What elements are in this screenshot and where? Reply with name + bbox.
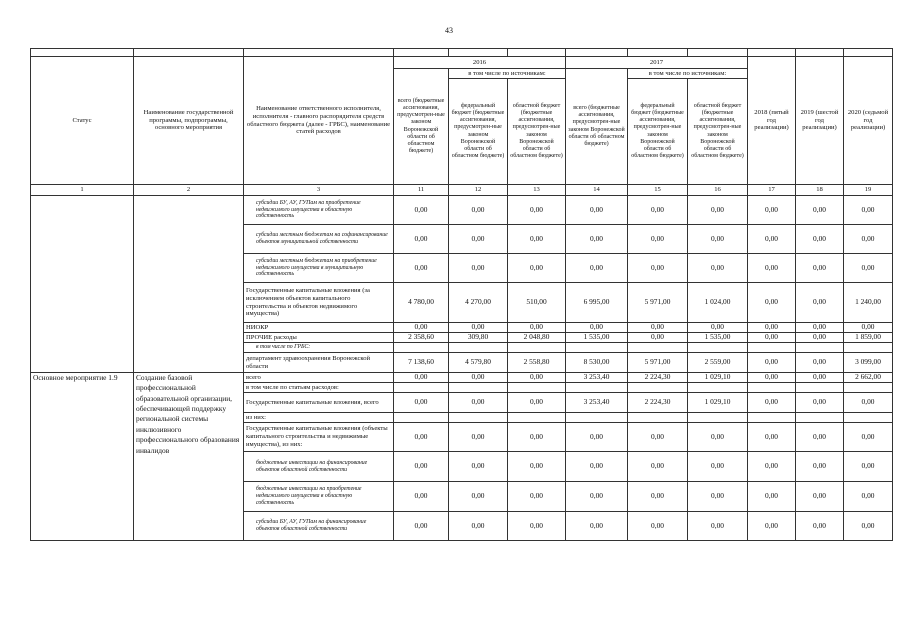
value-cell: 0,00 <box>508 452 566 482</box>
value-cell <box>688 383 748 393</box>
page-number: 43 <box>445 26 453 35</box>
header-2019: 2019 (шестой год реализации) <box>796 57 844 185</box>
value-cell <box>628 343 688 353</box>
value-cell: 0,00 <box>688 482 748 512</box>
value-cell: 0,00 <box>748 254 796 283</box>
value-cell: 0,00 <box>796 452 844 482</box>
row-label: бюджетные инвестиции на приобретение недвижимого имущества в областную собственность <box>244 482 394 512</box>
value-cell: 0,00 <box>449 393 508 413</box>
header-spacer-row <box>31 49 893 57</box>
value-cell: 1 859,00 <box>844 333 893 343</box>
value-cell: 0,00 <box>449 373 508 383</box>
value-cell: 0,00 <box>628 482 688 512</box>
value-cell: 510,00 <box>508 283 566 323</box>
table-row <box>31 373 893 383</box>
header-executor: Наименование ответственного исполнителя, исполнителя - главного распорядителя средств областного бюджета (далее - ГРБС), наименование статей расходов <box>244 57 394 185</box>
value-cell: 0,00 <box>844 423 893 452</box>
header-year-2017: 2017 <box>566 57 748 69</box>
row-label: Государственные капитальные вложения, всего <box>244 393 394 413</box>
value-cell: 2 224,30 <box>628 373 688 383</box>
column-number: 16 <box>688 185 748 196</box>
header-2016-regional: областной бюджет (бюджетные ассигнования, предусмотрен-ные законом Воронежской области об областном бюджете) <box>508 79 566 185</box>
column-number: 11 <box>394 185 449 196</box>
value-cell <box>394 343 449 353</box>
value-cell: 0,00 <box>508 373 566 383</box>
value-cell: 0,00 <box>394 393 449 413</box>
value-cell: 0,00 <box>449 225 508 254</box>
value-cell: 0,00 <box>628 225 688 254</box>
value-cell: 1 240,00 <box>844 283 893 323</box>
value-cell: 5 971,00 <box>628 283 688 323</box>
value-cell <box>748 383 796 393</box>
value-cell: 0,00 <box>449 254 508 283</box>
value-cell: 0,00 <box>628 254 688 283</box>
status-cell-empty <box>31 196 134 373</box>
value-cell: 0,00 <box>748 452 796 482</box>
column-number: 19 <box>844 185 893 196</box>
column-number: 1 <box>31 185 134 196</box>
value-cell: 0,00 <box>688 512 748 541</box>
value-cell: 2 224,30 <box>628 393 688 413</box>
value-cell: 0,00 <box>796 482 844 512</box>
header-year-2016: 2016 <box>394 57 566 69</box>
main-activity-status: Основное мероприятие 1.9 <box>31 373 134 541</box>
value-cell: 0,00 <box>394 452 449 482</box>
value-cell: 0,00 <box>844 225 893 254</box>
value-cell: 0,00 <box>394 225 449 254</box>
value-cell: 0,00 <box>508 482 566 512</box>
value-cell: 0,00 <box>748 333 796 343</box>
header-2020: 2020 (седьмой год реализации) <box>844 57 893 185</box>
row-label: в том числе по статьям расходов: <box>244 383 394 393</box>
header-2017-total: всего (бюджетные ассигнования, предусмотрен-ные законом Воронежской области об областном бюджете) <box>566 69 628 185</box>
value-cell: 0,00 <box>449 423 508 452</box>
column-number: 13 <box>508 185 566 196</box>
value-cell <box>796 383 844 393</box>
value-cell <box>449 383 508 393</box>
value-cell: 0,00 <box>796 254 844 283</box>
value-cell: 1 029,10 <box>688 373 748 383</box>
row-label: НИОКР <box>244 323 394 333</box>
value-cell <box>566 413 628 423</box>
value-cell: 0,00 <box>688 423 748 452</box>
value-cell: 0,00 <box>566 482 628 512</box>
value-cell: 0,00 <box>844 196 893 225</box>
value-cell: 0,00 <box>748 373 796 383</box>
value-cell: 2 559,00 <box>688 353 748 373</box>
value-cell: 0,00 <box>394 373 449 383</box>
value-cell: 1 024,00 <box>688 283 748 323</box>
row-label: ПРОЧИЕ расходы <box>244 333 394 343</box>
value-cell: 0,00 <box>508 196 566 225</box>
row-label: департамент здравоохранения Воронежской области <box>244 353 394 373</box>
value-cell: 0,00 <box>796 333 844 343</box>
value-cell: 0,00 <box>394 254 449 283</box>
value-cell: 4 270,00 <box>449 283 508 323</box>
value-cell: 0,00 <box>566 512 628 541</box>
value-cell: 0,00 <box>628 333 688 343</box>
value-cell: 0,00 <box>796 283 844 323</box>
row-label: субсидии БУ, АУ, ГУПам на приобретение недвижимого имущества в областную собственность <box>244 196 394 225</box>
value-cell: 0,00 <box>508 393 566 413</box>
row-label: в том числе по ГРБС: <box>244 343 394 353</box>
value-cell: 0,00 <box>394 423 449 452</box>
value-cell: 0,00 <box>796 225 844 254</box>
value-cell: 3 253,40 <box>566 393 628 413</box>
value-cell: 0,00 <box>566 323 628 333</box>
value-cell: 0,00 <box>449 482 508 512</box>
value-cell: 4 780,00 <box>394 283 449 323</box>
value-cell: 0,00 <box>566 254 628 283</box>
value-cell: 0,00 <box>796 423 844 452</box>
program-cell-empty <box>134 196 244 373</box>
value-cell: 0,00 <box>394 323 449 333</box>
value-cell: 0,00 <box>748 225 796 254</box>
value-cell: 3 099,00 <box>844 353 893 373</box>
value-cell: 0,00 <box>796 353 844 373</box>
header-2018: 2018 (пятый год реализации) <box>748 57 796 185</box>
table-row <box>31 196 893 225</box>
value-cell: 0,00 <box>628 423 688 452</box>
value-cell <box>628 413 688 423</box>
column-number: 18 <box>796 185 844 196</box>
value-cell: 0,00 <box>628 512 688 541</box>
value-cell: 0,00 <box>748 353 796 373</box>
header-program-name: Наименование государственной программы, подпрограммы, основного мероприятия <box>134 57 244 185</box>
value-cell <box>844 343 893 353</box>
value-cell: 2 662,00 <box>844 373 893 383</box>
value-cell: 0,00 <box>748 512 796 541</box>
value-cell <box>566 343 628 353</box>
header-2016-sources: в том числе по источникам: <box>449 69 566 79</box>
value-cell: 3 253,40 <box>566 373 628 383</box>
header-2016-total: всего (бюджетные ассигнования, предусмотрен-ные законом Воронежской области об областном бюджете) <box>394 69 449 185</box>
value-cell <box>449 413 508 423</box>
value-cell <box>796 343 844 353</box>
value-cell: 0,00 <box>688 452 748 482</box>
value-cell: 0,00 <box>449 452 508 482</box>
value-cell: 0,00 <box>748 423 796 452</box>
value-cell <box>628 383 688 393</box>
value-cell: 0,00 <box>449 323 508 333</box>
value-cell <box>508 413 566 423</box>
value-cell: 0,00 <box>748 482 796 512</box>
value-cell: 0,00 <box>508 423 566 452</box>
value-cell: 0,00 <box>449 196 508 225</box>
value-cell <box>796 413 844 423</box>
value-cell: 0,00 <box>394 482 449 512</box>
value-cell: 0,00 <box>566 196 628 225</box>
row-label: бюджетные инвестиции на финансирование объектов областной собственности <box>244 452 394 482</box>
row-label: Государственные капитальные вложения (за исключением объектов капитального строительства и объектов недвижимого имущества) <box>244 283 394 323</box>
value-cell: 8 530,00 <box>566 353 628 373</box>
column-number: 3 <box>244 185 394 196</box>
value-cell <box>449 343 508 353</box>
value-cell <box>394 383 449 393</box>
value-cell <box>508 383 566 393</box>
value-cell: 0,00 <box>628 452 688 482</box>
value-cell: 1 535,00 <box>566 333 628 343</box>
value-cell: 0,00 <box>394 512 449 541</box>
value-cell <box>748 413 796 423</box>
value-cell <box>688 343 748 353</box>
value-cell: 0,00 <box>508 323 566 333</box>
row-label: субсидии БУ, АУ, ГУПам на финансирование объектов областной собственности <box>244 512 394 541</box>
value-cell: 2 358,60 <box>394 333 449 343</box>
row-label: субсидии местным бюджетам на софинансирование объектов муниципальной собственности <box>244 225 394 254</box>
value-cell: 0,00 <box>844 482 893 512</box>
column-number: 12 <box>449 185 508 196</box>
header-status: Статус <box>31 57 134 185</box>
main-activity-name: Создание базовой профессиональной образовательной организации, обеспечивающей поддержку региональной системы инклюзивного профессионального образования инвалидов <box>134 373 244 541</box>
value-cell <box>844 413 893 423</box>
row-label: субсидии местным бюджетам на приобретение недвижимого имущества в муниципальную собственность <box>244 254 394 283</box>
row-label: Государственные капитальные вложения (объекты капитального строительства и недвижимые имущества), из них: <box>244 423 394 452</box>
value-cell: 0,00 <box>748 283 796 323</box>
value-cell: 309,80 <box>449 333 508 343</box>
value-cell: 5 971,00 <box>628 353 688 373</box>
value-cell: 0,00 <box>688 254 748 283</box>
value-cell: 0,00 <box>748 393 796 413</box>
value-cell: 0,00 <box>796 393 844 413</box>
value-cell: 0,00 <box>508 225 566 254</box>
row-label: из них: <box>244 413 394 423</box>
value-cell: 0,00 <box>566 452 628 482</box>
value-cell: 0,00 <box>449 512 508 541</box>
value-cell: 0,00 <box>566 423 628 452</box>
column-number: 15 <box>628 185 688 196</box>
value-cell <box>688 413 748 423</box>
value-cell: 0,00 <box>748 196 796 225</box>
value-cell: 0,00 <box>844 393 893 413</box>
value-cell: 0,00 <box>796 323 844 333</box>
value-cell: 0,00 <box>748 323 796 333</box>
value-cell: 6 995,00 <box>566 283 628 323</box>
value-cell: 0,00 <box>566 225 628 254</box>
header-2017-federal: федеральный бюджет (бюджетные ассигнования, предусмотрен-ные законом Воронежской области об областном бюджете) <box>628 79 688 185</box>
value-cell: 1 029,10 <box>688 393 748 413</box>
value-cell <box>508 343 566 353</box>
value-cell: 2 558,80 <box>508 353 566 373</box>
value-cell: 0,00 <box>844 254 893 283</box>
column-number: 17 <box>748 185 796 196</box>
value-cell: 0,00 <box>844 512 893 541</box>
value-cell: 0,00 <box>508 254 566 283</box>
value-cell: 0,00 <box>688 225 748 254</box>
value-cell: 0,00 <box>394 196 449 225</box>
value-cell <box>748 343 796 353</box>
header-2017-sources: в том числе по источникам: <box>628 69 748 79</box>
value-cell: 2 048,80 <box>508 333 566 343</box>
header-2017-regional: областной бюджет (бюджетные ассигнования, предусмотрен-ные законом Воронежской области об областном бюджете) <box>688 79 748 185</box>
value-cell: 0,00 <box>844 452 893 482</box>
row-label: всего <box>244 373 394 383</box>
header-row-years <box>31 57 893 69</box>
header-2016-federal: федеральный бюджет (бюджетные ассигнования, предусмотрен-ные законом Воронежской области об областном бюджете) <box>449 79 508 185</box>
value-cell: 0,00 <box>688 323 748 333</box>
value-cell <box>394 413 449 423</box>
value-cell <box>844 383 893 393</box>
value-cell: 0,00 <box>508 512 566 541</box>
value-cell: 0,00 <box>628 323 688 333</box>
value-cell: 1 535,00 <box>688 333 748 343</box>
value-cell: 0,00 <box>844 323 893 333</box>
value-cell <box>566 383 628 393</box>
column-number-row <box>31 185 893 196</box>
value-cell: 4 579,80 <box>449 353 508 373</box>
value-cell: 0,00 <box>796 373 844 383</box>
value-cell: 0,00 <box>796 512 844 541</box>
column-number: 2 <box>134 185 244 196</box>
value-cell: 0,00 <box>796 196 844 225</box>
value-cell: 7 138,60 <box>394 353 449 373</box>
budget-table <box>30 48 893 541</box>
value-cell: 0,00 <box>628 196 688 225</box>
value-cell: 0,00 <box>688 196 748 225</box>
column-number: 14 <box>566 185 628 196</box>
